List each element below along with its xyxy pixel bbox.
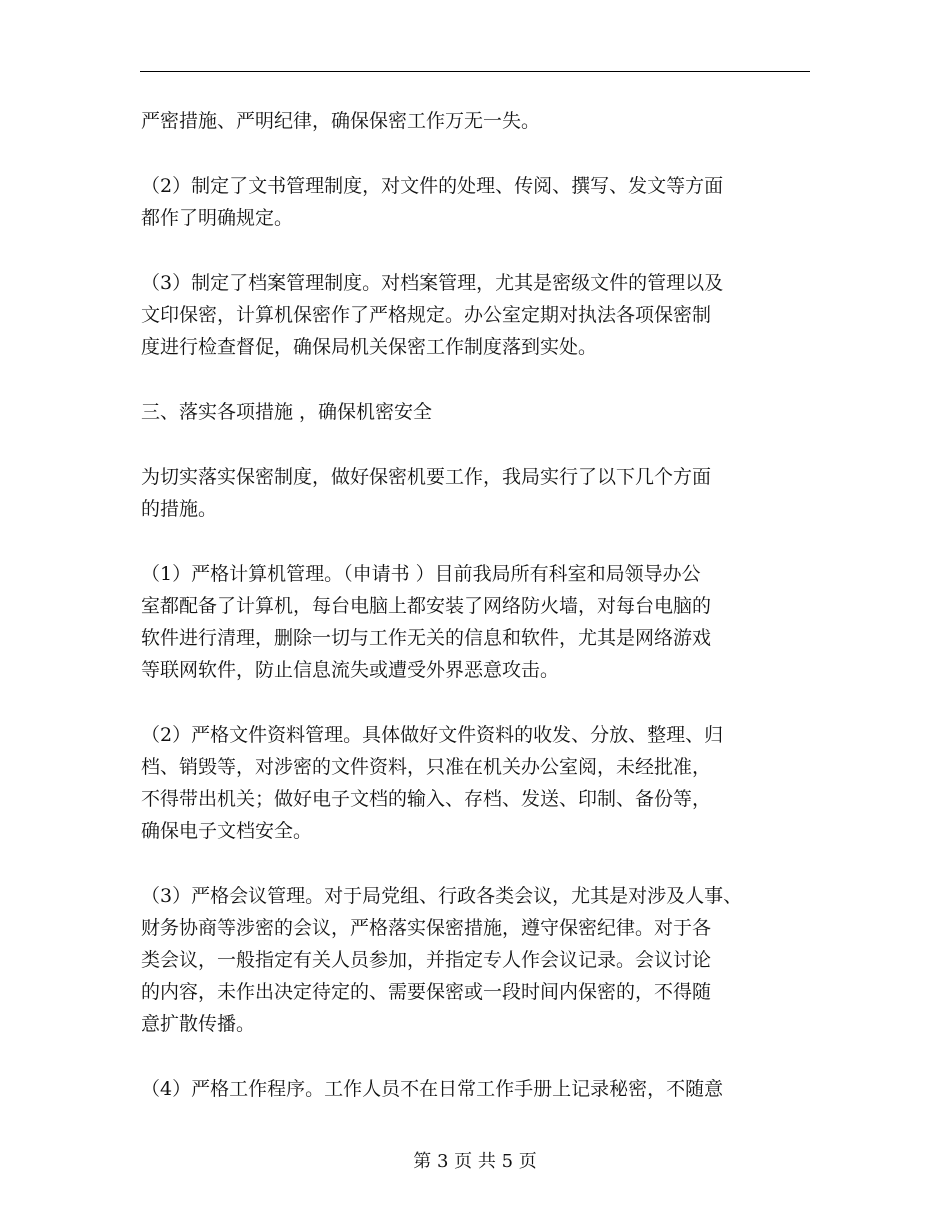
- text-line: 度进行检查督促，确保局机关保密工作制度落到实处。: [141, 336, 598, 358]
- text-line: 的内容，未作出决定待定的、需要保密或一段时间内保密的，不得随: [141, 981, 712, 1003]
- paragraph: [141, 461, 809, 525]
- paragraph: [141, 558, 809, 686]
- text-line: 的措施。: [141, 498, 218, 520]
- text-line: 严密措施、严明纪律，确保保密工作万无一失。: [141, 110, 541, 132]
- text-line: （1）严格计算机管理。（申请书 ）目前我局所有科室和局领导办公: [141, 563, 701, 585]
- document-body: [141, 105, 809, 1138]
- text-line: 都作了明确规定。: [141, 207, 294, 229]
- paragraph: [141, 1073, 809, 1105]
- text-line: 为切实落实保密制度，做好保密机要工作，我局实行了以下几个方面: [141, 466, 712, 488]
- paragraph: [141, 170, 809, 234]
- text-line: 财务协商等涉密的会议，严格落实保密措施，遵守保密纪律。对于各: [141, 917, 712, 939]
- paragraph: [141, 719, 809, 847]
- text-line: 软件进行清理，删除一切与工作无关的信息和软件，尤其是网络游戏: [141, 627, 712, 649]
- text-line: 三、落实各项措施 ，确保机密安全: [141, 401, 433, 423]
- text-line: 不得带出机关；做好电子文档的输入、存档、发送、印制、备份等，: [141, 788, 712, 810]
- text-line: （2）严格文件资料管理。具体做好文件资料的收发、分放、整理、归: [141, 724, 724, 746]
- text-line: 意扩散传播。: [141, 1013, 256, 1035]
- paragraph: [141, 105, 809, 137]
- text-line: （4）严格工作程序。工作人员不在日常工作手册上记录秘密，不随意: [141, 1078, 724, 1100]
- text-line: （3）严格会议管理。对于局党组、行政各类会议，尤其是对涉及人事、: [141, 885, 743, 907]
- text-line: 确保电子文档安全。: [141, 820, 313, 842]
- text-line: （3）制定了档案管理制度。对档案管理，尤其是密级文件的管理以及: [141, 272, 724, 294]
- paragraph: [141, 267, 809, 363]
- text-line: 文印保密，计算机保密作了严格规定。办公室定期对执法各项保密制: [141, 304, 712, 326]
- paragraph: [141, 396, 809, 428]
- paragraph: [141, 880, 809, 1040]
- header-rule: [140, 71, 810, 72]
- text-line: （2）制定了文书管理制度，对文件的处理、传阅、撰写、发文等方面: [141, 175, 724, 197]
- text-line: 档、销毁等，对涉密的文件资料，只准在机关办公室阅，未经批准，: [141, 756, 712, 778]
- text-line: 类会议，一般指定有关人员参加，并指定专人作会议记录。会议讨论: [141, 949, 712, 971]
- page-footer: [0, 1150, 950, 1174]
- text-line: 室都配备了计算机，每台电脑上都安装了网络防火墙，对每台电脑的: [141, 595, 712, 617]
- text-line: 等联网软件，防止信息流失或遭受外界恶意攻击。: [141, 659, 560, 681]
- page-number-label: 第 3 页 共 5 页: [413, 1151, 537, 1172]
